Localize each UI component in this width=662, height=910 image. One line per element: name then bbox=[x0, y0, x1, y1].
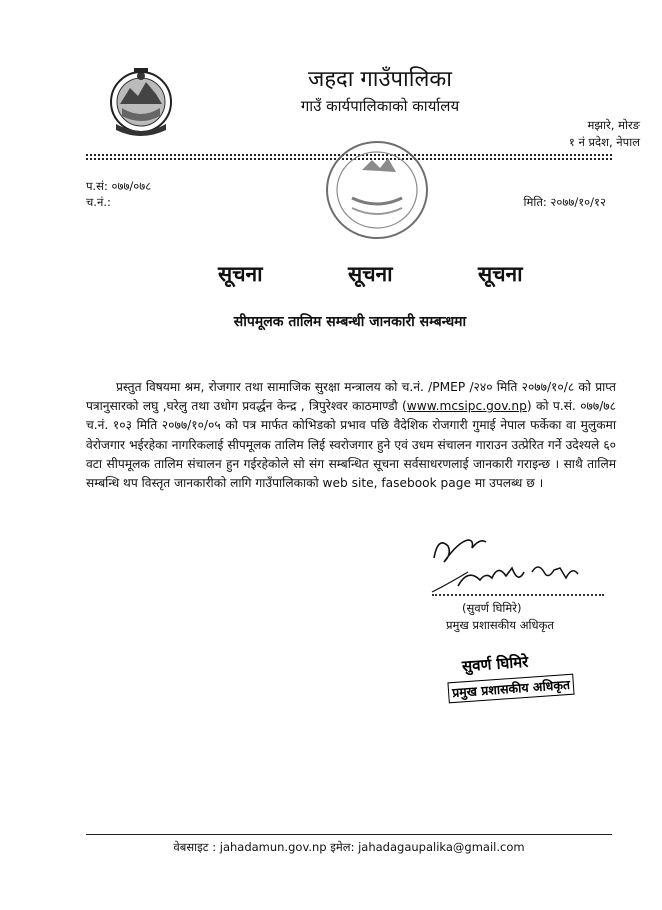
notice-heading-1: सूचना bbox=[218, 262, 263, 286]
website-link[interactable]: www.mcsipc.gov.np bbox=[406, 399, 527, 414]
notice-body bbox=[86, 378, 616, 493]
handwritten-signature bbox=[428, 528, 598, 598]
office-subtitle: गाउँ कार्यपालिकाको कार्यालय bbox=[300, 97, 460, 115]
reference-number: प.सं: ०७७/०७८ bbox=[86, 179, 152, 193]
letter-date: मिति: २०७७/१०/१२ bbox=[523, 195, 606, 209]
name-stamp: सुवर्ण घिमिरे bbox=[461, 652, 529, 676]
dispatch-number: च.नं.: bbox=[86, 195, 111, 209]
notice-subject: सीपमूलक तालिम सम्बन्धी जानकारी सम्बन्धमा bbox=[233, 314, 467, 330]
signatory-name: (सुवर्ण घिमिरे) bbox=[462, 601, 522, 615]
office-seal-icon bbox=[322, 138, 432, 242]
nepal-emblem-icon bbox=[108, 64, 174, 136]
address-line-1: मझारे, मोरङ bbox=[587, 118, 640, 132]
notice-heading-3: सूचना bbox=[478, 262, 523, 286]
notice-heading-2: सूचना bbox=[348, 262, 393, 286]
body-text-part-1: प्रस्तुत विषयमा श्रम, रोजगार तथा सामाजिक सुरक्षा मन्त्रालय को च.नं. /PMEP /२४० मिति २०७७/१०/८ को प्राप्त पत्रानुसारको लघु ,घरेलु तथा उधोग प्रवर्द्धन केन्द्र , त्रिपुरेश्वर काठमाण्डौ ( bbox=[86, 380, 616, 414]
designation-stamp: प्रमुख प्रशासकीय अधिकृत bbox=[447, 674, 574, 704]
body-text-part-2: ) को प.सं. ०७७/७८ च.नं. १०३ मिति २०७७/१०/०५ को पत्र मार्फत कोभिडको प्रभाव पछि वैदेशिक रोजगारी गुमाई नेपाल फर्केका वा मुलुकमा वेरोजगार भईरहेका नागरिकलाई सीपमूलक तालिम लिई स्वरोजगार हुने एवं उधम संचालन गाराउन उत्प्रेरित गर्ने उदेश्यले ६० वटा सीपमूलक तालिम संचालन हुन गईरहेकोले सो संग सम्बन्धित सूचना सर्वसाधरणलाई जानकारी गराइन्छ । साथै तालिम सम्बन्धि थप विस्तृत जानकारीको लागि गाउँपालिकाको web site, fasebook page मा उपलब्ध छ । bbox=[86, 399, 616, 491]
footer-contact: वेबसाइट : jahadamun.gov.np इमेल: jahadagaupalika@gmail.com bbox=[173, 840, 525, 854]
signatory-designation: प्रमुख प्रशासकीय अधिकृत bbox=[446, 618, 554, 632]
signature-line bbox=[432, 594, 604, 596]
footer-divider bbox=[86, 834, 612, 835]
office-title: जहदा गाउँपालिका bbox=[308, 67, 452, 92]
address-line-2: १ नं प्रदेश, नेपाल bbox=[568, 135, 640, 149]
